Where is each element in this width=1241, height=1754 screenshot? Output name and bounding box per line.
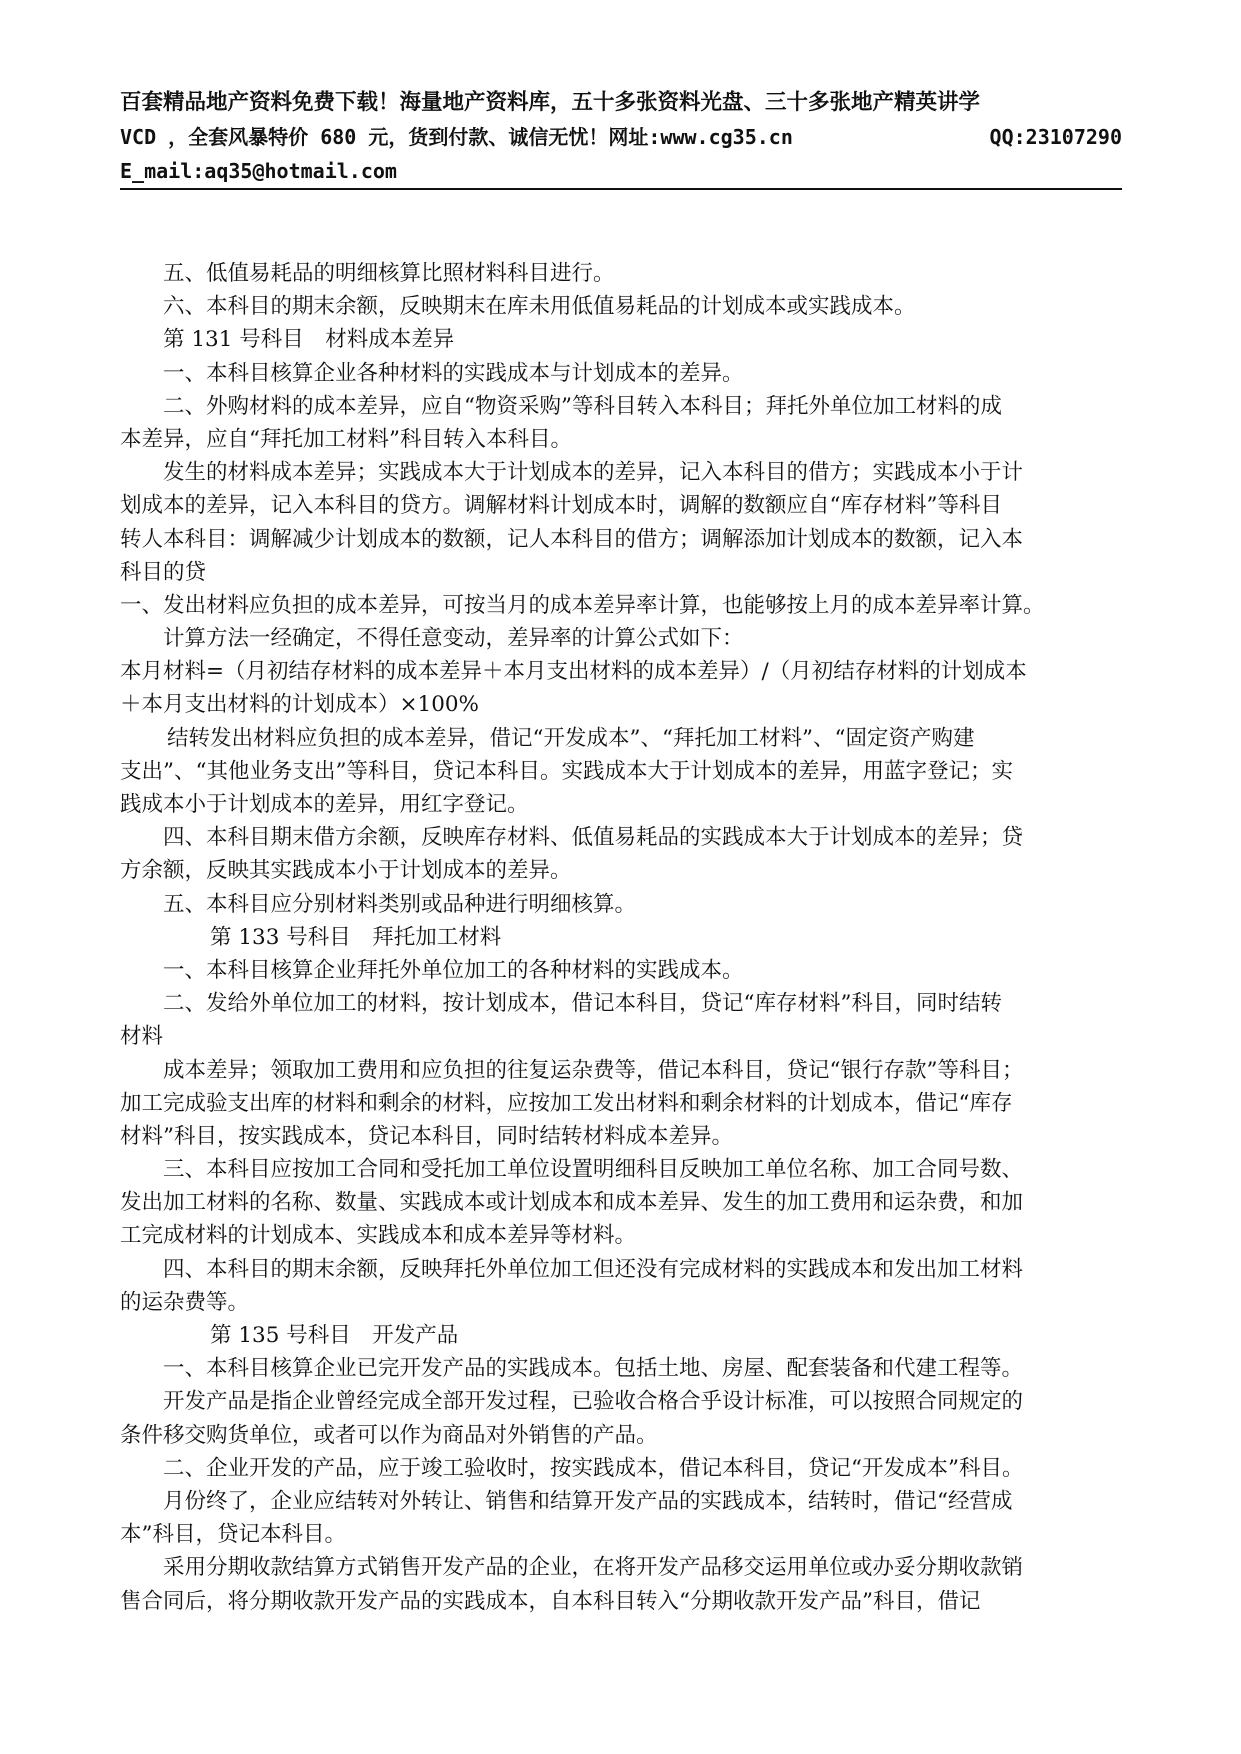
text-line: 支出”、“其他业务支出”等科目，贷记本科目。实践成本大于计划成本的差异，用蓝字登记；实 bbox=[120, 758, 1013, 784]
text-line: 六、本科目的期末余额，反映期末在库未用低值易耗品的计划成本或实践成本。 bbox=[163, 294, 916, 320]
header-divider bbox=[120, 188, 1122, 190]
text-line: 方余额，反映其实践成本小于计划成本的差异。 bbox=[120, 858, 572, 884]
document-header bbox=[120, 86, 1122, 188]
text-line: 本差异，应自“拜托加工材料”科目转入本科目。 bbox=[120, 426, 572, 452]
document-body bbox=[120, 257, 1160, 1618]
section-heading: 第 133 号科目 拜托加工材料 bbox=[210, 924, 502, 950]
header-line-2 bbox=[120, 120, 1122, 154]
header-line-2-text: VCD ，全套风暴特价 680 元，货到付款、诚信无忧！网址:www.cg35.cn bbox=[120, 125, 793, 149]
text-line: 二、外购材料的成本差异，应自“物资采购”等科目转入本科目；拜托外单位加工材料的成 bbox=[163, 393, 1002, 419]
text-line: 月份终了，企业应结转对外转让、销售和结算开发产品的实践成本，结转时，借记“经营成 bbox=[163, 1488, 1013, 1514]
section-heading: 第 131 号科目 材料成本差异 bbox=[163, 327, 455, 353]
text-line: 五、低值易耗品的明细核算比照材料科目进行。 bbox=[163, 261, 615, 286]
text-line: 三、本科目应按加工合同和受托加工单位设置明细科目反映加工单位名称、加工合同号数、 bbox=[163, 1157, 1024, 1183]
text-line: 践成本小于计划成本的差异，用红字登记。 bbox=[120, 792, 529, 817]
text-line: 发生的材料成本差异；实践成本大于计划成本的差异，记入本科目的借方；实践成本小于计 bbox=[163, 460, 1024, 486]
text-line: 一、本科目核算企业各种材料的实践成本与计划成本的差异。 bbox=[163, 360, 744, 386]
text-line: 开发产品是指企业曾经完成全部开发过程，已验收合格合乎设计标准，可以按照合同规定的 bbox=[163, 1389, 1024, 1415]
text-line: 售合同后，将分期收款开发产品的实践成本，自本科目转入“分期收款开发产品”科目，借记 bbox=[120, 1588, 981, 1614]
header-email: E_mail:aq35@hotmail.com bbox=[120, 159, 397, 183]
text-line: 发出加工材料的名称、数量、实践成本或计划成本和成本差异、发生的加工费用和运杂费，和加 bbox=[120, 1190, 1024, 1216]
text-line: 的运杂费等。 bbox=[120, 1289, 250, 1315]
text-line: 采用分期收款结算方式销售开发产品的企业，在将开发产品移交运用单位或办妥分期收款销 bbox=[163, 1555, 1024, 1581]
text-line: 一、本科目核算企业拜托外单位加工的各种材料的实践成本。 bbox=[163, 957, 744, 983]
text-line: 材料”科目，按实践成本，贷记本科目，同时结转材料成本差异。 bbox=[120, 1123, 733, 1149]
text-line: 加工完成验支出库的材料和剩余的材料，应按加工发出材料和剩余材料的计划成本，借记“库存 bbox=[120, 1090, 1013, 1116]
text-line: 二、发给外单位加工的材料，按计划成本，借记本科目，贷记“库存材料”科目，同时结转 bbox=[163, 991, 1002, 1017]
text-line: 划成本的差异，记入本科目的贷方。调解材料计划成本时，调解的数额应自“库存材料”等科目 bbox=[120, 493, 1002, 519]
text-line: 工完成材料的计划成本、实践成本和成本差异等材料。 bbox=[120, 1223, 637, 1249]
text-line: 计算方法一经确定，不得任意变动，差异率的计算公式如下： bbox=[163, 626, 744, 652]
formula-line: ＋本月支出材料的计划成本）×100% bbox=[120, 692, 479, 718]
text-line: 科目的贷 bbox=[120, 559, 207, 585]
text-line: 四、本科目期末借方余额，反映库存材料、低值易耗品的实践成本大于计划成本的差异；贷 bbox=[163, 825, 1024, 851]
text-line: 转人本科目：调解减少计划成本的数额，记人本科目的借方；调解添加计划成本的数额，记入本 bbox=[120, 526, 1024, 552]
text-line: 本”科目，贷记本科目。 bbox=[120, 1522, 346, 1548]
text-line: 结转发出材料应负担的成本差异，借记“开发成本”、“拜托加工材料”、“固定资产购建 bbox=[167, 725, 975, 751]
text-line: 五、本科目应分别材料类别或品种进行明细核算。 bbox=[163, 891, 637, 917]
section-heading: 第 135 号科目 开发产品 bbox=[210, 1323, 459, 1348]
text-line: 一、发出材料应负担的成本差异，可按当月的成本差异率计算，也能够按上月的成本差异率计算。 bbox=[120, 592, 1045, 618]
text-line: 条件移交购货单位，或者可以作为商品对外销售的产品。 bbox=[120, 1422, 658, 1448]
text-line: 材料 bbox=[120, 1024, 164, 1050]
formula-line: 本月材料=（月初结存材料的成本差异＋本月支出材料的成本差异）/（月初结存材料的计划成本 bbox=[120, 659, 1027, 685]
text-line: 成本差异；领取加工费用和应负担的往复运杂费等，借记本科目，贷记“银行存款”等科目； bbox=[163, 1057, 1024, 1083]
header-qq: QQ:23107290 bbox=[989, 125, 1122, 149]
text-line: 二、企业开发的产品，应于竣工验收时，按实践成本，借记本科目，贷记“开发成本”科目。 bbox=[163, 1455, 1024, 1481]
header-line-1: 百套精品地产资料免费下载！海量地产资料库，五十多张资料光盘、三十多张地产精英讲学 bbox=[120, 90, 981, 115]
text-line: 四、本科目的期末余额，反映拜托外单位加工但还没有完成材料的实践成本和发出加工材料 bbox=[163, 1256, 1024, 1282]
text-line: 一、本科目核算企业已完开发产品的实践成本。包括土地、房屋、配套装备和代建工程等。 bbox=[163, 1356, 1024, 1382]
